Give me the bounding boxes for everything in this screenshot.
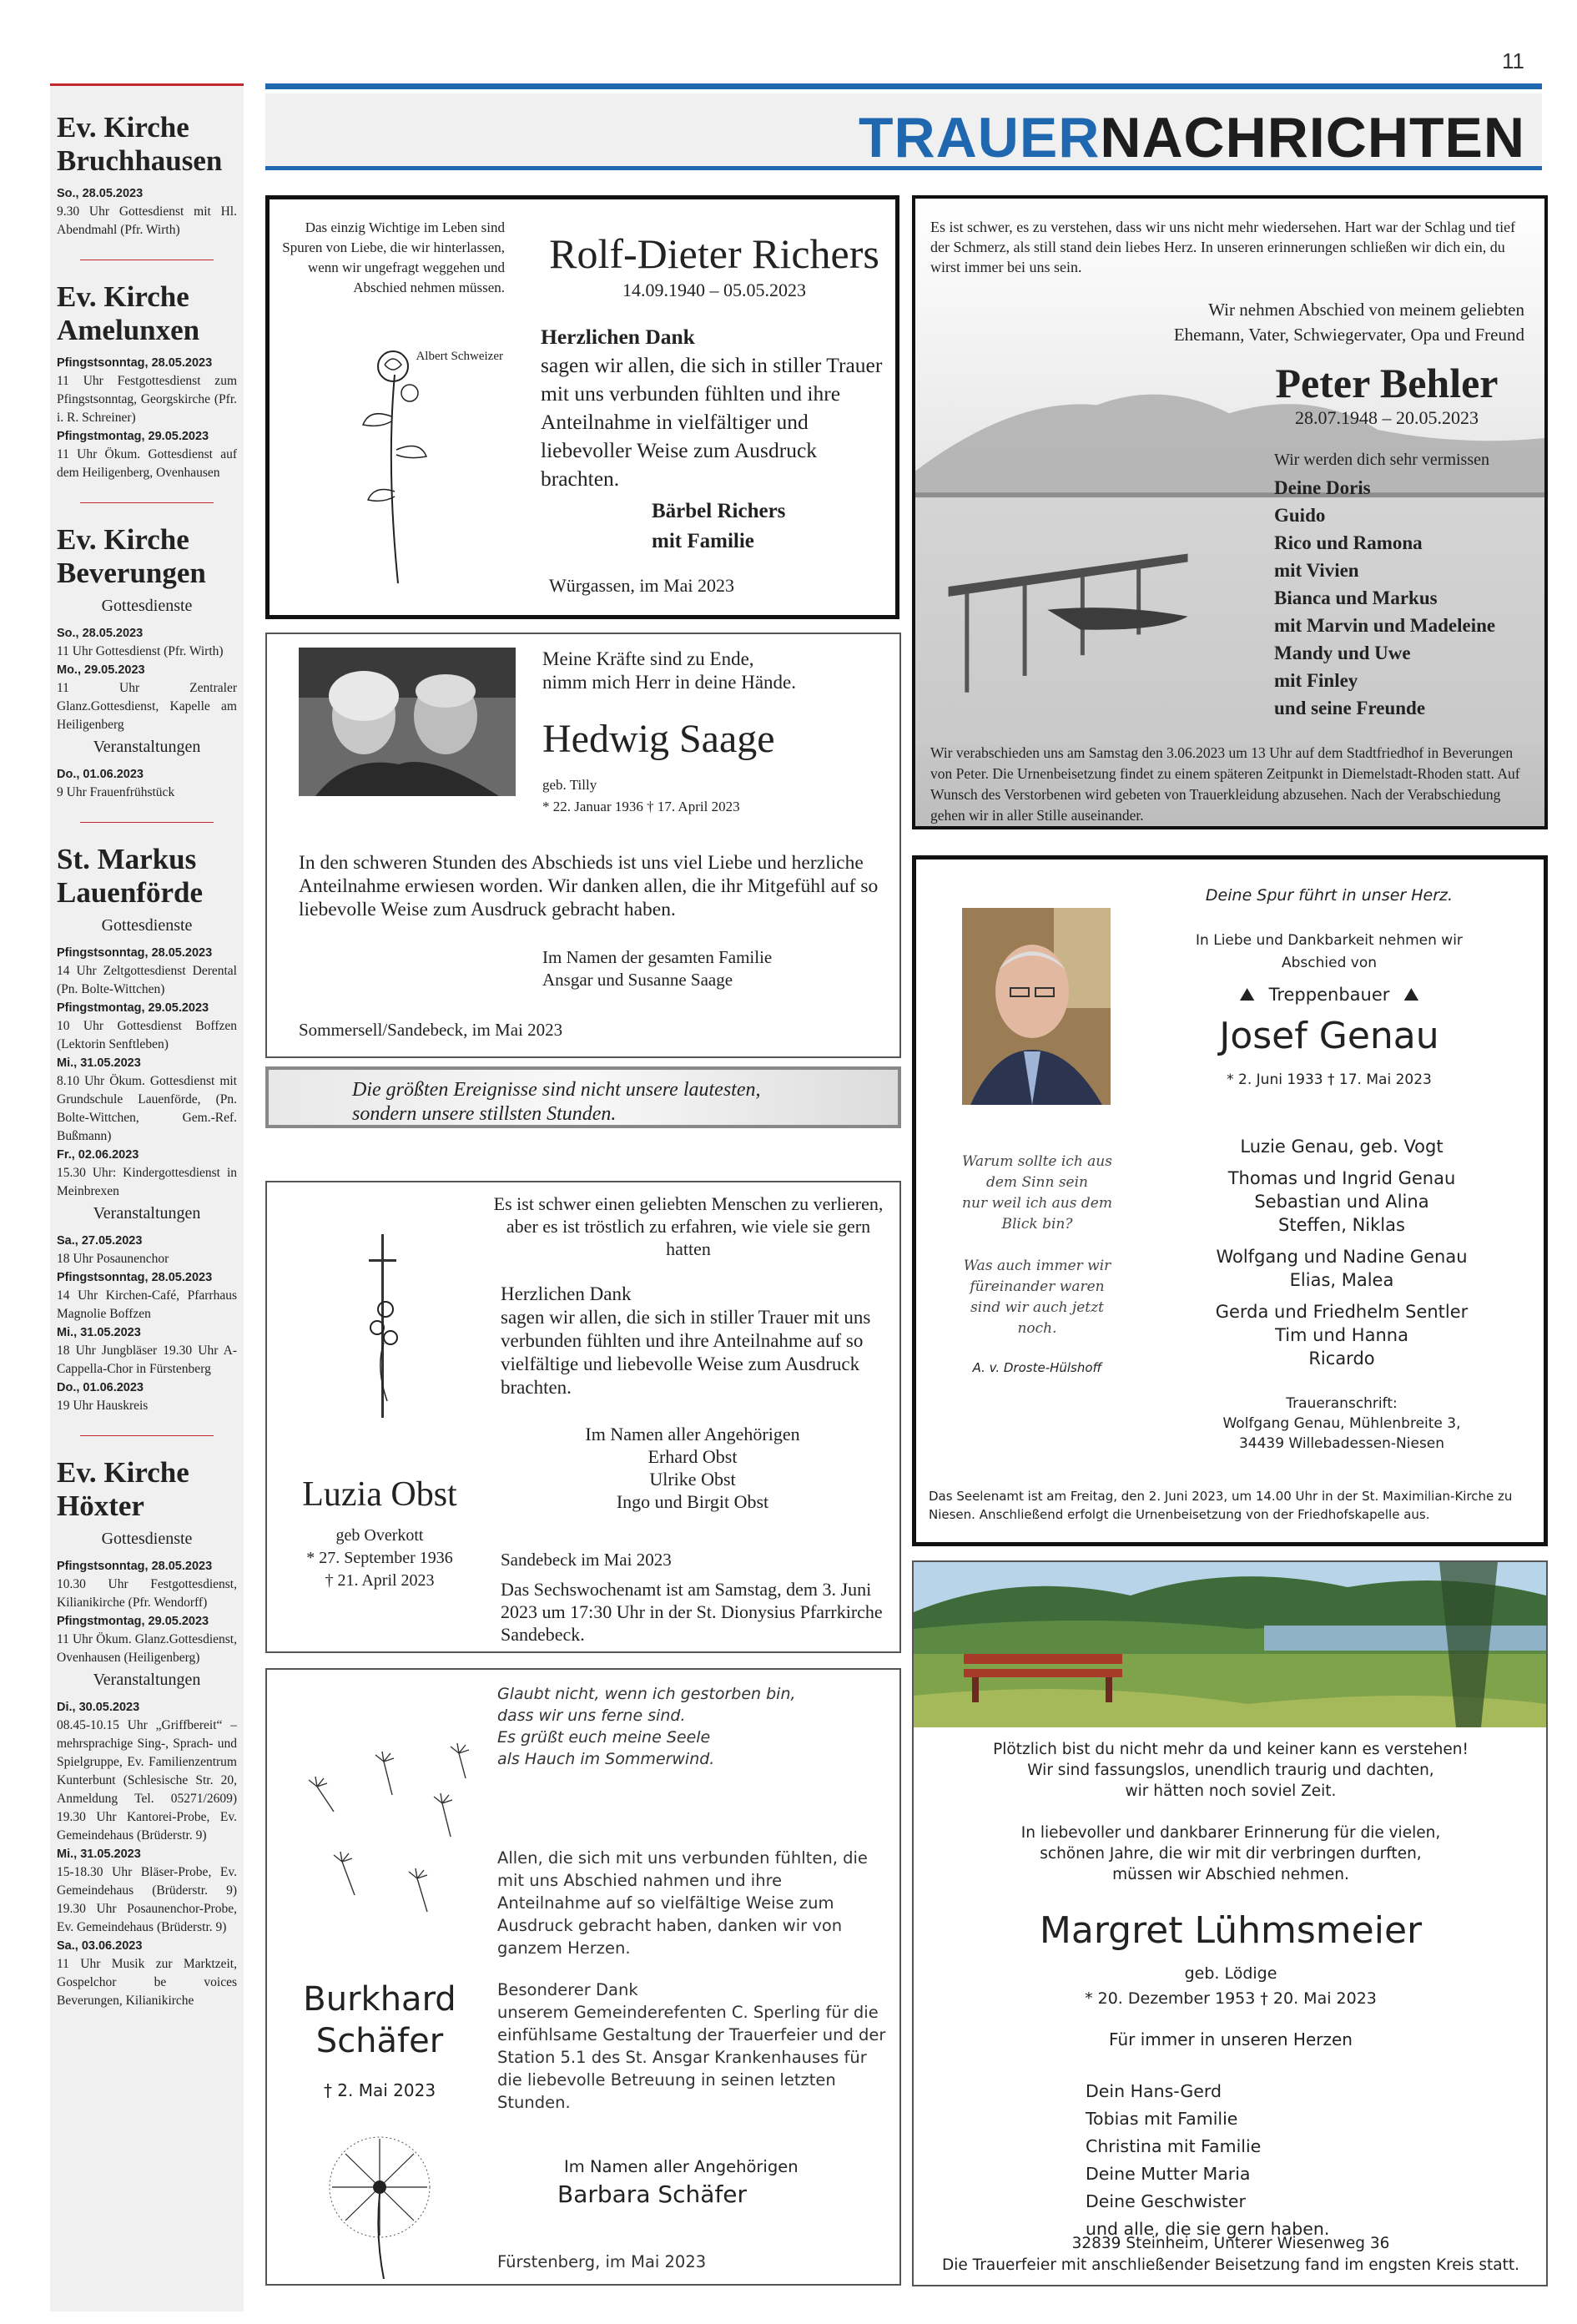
service-entry: Pfingstmontag, 29.05.2023 11 Uhr Ökum. Gottesdienst auf dem Heiligenberg, Ovenhausen [57,430,237,480]
poem-author: A. v. Droste-Hülshoff [972,1360,1102,1375]
quote-text: Das einzig Wichtige im Leben sind Spuren von Liebe, die wir hinterlassen, wenn wir ungefragt weggehen und Abschied nehmen müssen. [282,219,505,295]
mass-info: Das Sechswochenamt ist am Samstag, dem 3. Juni 2023 um 17:30 Uhr in der St. Dionysius Pfarrkirche Sandebeck. [501,1579,883,1645]
section-subtitle: Gottesdienste [101,1530,193,1548]
church-beverungen [57,523,237,802]
verse-text: Es ist schwer, es zu verstehen, dass wir uns nicht mehr wiedersehen. Hart war der Schlag und tief der Schmerz, als still stand dein liebes Herz. In unseren erinnerungen schließen wir dich ein, du wirst immer bei uns sein. [930,219,1516,275]
staircase-logo-icon: ⛰ [1239,985,1255,1006]
service-entry: Sa., 27.05.2023 18 Uhr Posaunenchor [57,1234,169,1266]
page-number: 11 [1502,48,1524,73]
service-entry: Sa., 03.06.2023 11 Uhr Musik zur Marktzeit, Gospelchor be voices Beverungen, Kilianikirche [57,1939,237,2008]
service-entry: Pfingstmontag, 29.05.2023 11 Uhr Ökum. Glanz.Gottesdienst, Ovenhausen (Heiligenberg) [57,1615,237,1665]
special-thanks: Besonderer Dank unserem Gemeinderefenten C. Sperling für die einfühlsame Gestaltung der Trauerfeier und der Station 5.1 des St. Ansgar Krankenhauses für die liebevolle Betreuung in seinen letzten Stunden. [497,1980,886,2112]
life-dates: geb. Tilly * 22. Januar 1936 † 17. April 2023 [542,777,740,814]
verse-text: Meine Kräfte sind zu Ende, nimm mich Herr in deine Hände. [542,648,797,693]
mourner-signature: Im Namen der gesamten Familie Ansgar und Susanne Saage [542,947,773,990]
funeral-info: Wir verabschieden uns am Samstag den 3.06.2023 um 13 Uhr auf dem Stadtfriedhof in Beverungen von Peter. Die Urnenbeisetzung findet zu einem späteren Zeitpunkt in Diemelstadt-Rhoden statt. Auf Wunsch des Verstorbenen wird gebeten von Trauerkleidung abzusehen. Nach der Verabschiedung gehen wir in aller Stille auseinander. [930,744,1520,824]
quote-banner [265,1066,901,1128]
service-entry: Pfingstmontag, 29.05.2023 10 Uhr Gottesdienst Boffzen (Lektorin Senftleben) [57,1001,237,1051]
dandelion-seeds-illustration [284,1737,492,1953]
service-entry: Pfingstsonntag, 28.05.2023 14 Uhr Zeltgottesdienst Derental (Pn. Bolte-Wittchen) [57,946,237,996]
section-subtitle: Veranstaltungen [93,738,201,756]
church-amelunxen [57,280,237,482]
church-title: Ev. Kirche Amelunxen [57,280,200,346]
section-header [265,93,1542,170]
place-date: Sommersell/Sandebeck, im Mai 2023 [299,1020,563,1040]
obituary-behler [912,195,1548,829]
header-rule [265,83,1542,89]
motto-text: Deine Spur führt in unser Herz. [1205,886,1454,905]
mourner-list: Deine Doris Guido Rico und Ramona mit Vivien Bianca und Markus mit Marvin und Madeleine Mandy und Uwe mit Finley und seine Freunde [1274,477,1496,718]
place-date: Fürstenberg, im Mai 2023 [497,2252,707,2271]
service-entry: Mi., 31.05.2023 18 Uhr Jungbläser 19.30 Uhr A-Cappella-Chor in Fürstenberg [57,1326,237,1376]
life-dates: 14.09.1940 – 05.05.2023 [622,280,806,300]
divider [80,822,214,823]
deceased-name: Hedwig Saage [542,717,775,761]
service-entry: Mi., 31.05.2023 15-18.30 Uhr Bläser-Probe, Ev. Gemeindehaus (Brüderstr. 9) 19.30 Uhr Posaunenchor-Probe, Ev. Gemeindehaus (Brüderstr. 9) [57,1848,237,1934]
service-entry: Mi., 31.05.2023 8.10 Uhr Ökum. Gottesdienst mit Grundschule Lauenförde, (Pn. Bolte-Wittchen, Gem.-Ref. Bußmann) [57,1056,237,1143]
funeral-info: 32839 Steinheim, Unterer Wiesenweg 36 Die Trauerfeier mit anschließender Beisetzung fand im engsten Kreis statt. [942,2235,1519,2274]
obituary-luehmsmeier [912,1560,1548,2286]
place-date: Sandebeck im Mai 2023 [501,1550,672,1570]
quote-author: Albert Schweizer [416,350,503,363]
church-title: St. Markus Lauenförde [57,843,203,909]
obituary-schaefer [265,1668,901,2286]
life-dates: 28.07.1948 – 20.05.2023 [1295,407,1479,428]
service-entry: Pfingstsonntag, 28.05.2023 14 Uhr Kirchen-Café, Pfarrhaus Magnolie Boffzen [57,1271,237,1321]
church-title: Ev. Kirche Bruchhausen [57,111,223,177]
place-date: Würgassen, im Mai 2023 [549,575,735,596]
mourning-address: Traueranschrift: Wolfgang Genau, Mühlenbreite 3, 34439 Willebadessen-Niesen [1222,1395,1461,1452]
church-bruchhausen [57,111,237,239]
portrait-photo [962,908,1111,1105]
life-dates: geb Overkott * 27. September 1936 † 21. April 2023 [306,1526,453,1590]
section-subtitle: Veranstaltungen [93,1671,201,1689]
rose-illustration [345,341,445,592]
service-entry: Di., 30.05.2023 08.45-10.15 Uhr „Griffbereit“ – mehrsprachige Sing-, Sprach- und Spielgruppe, Ev. Familienzentrum Kunterbunt (Schlesische Str. 20, Anmeldung Tel. 05271/2609) 19.30 Uhr Kantorei-Probe, Ev. Gemeindehaus (Brüderstr. 9) [57,1701,237,1843]
poem-text: Warum sollte ich aus dem Sinn sein nur weil ich aus dem Blick bin? Was auch immer wir füreinander waren sind wir auch jetzt noch. [962,1153,1112,1337]
life-dates: * 2. Juni 1933 † 17. Mai 2023 [1227,1071,1432,1088]
service-entry: Pfingstsonntag, 28.05.2023 11 Uhr Festgottesdienst zum Pfingstsonntag, Georgskirche (Pfr. i. R. Schreiner) [57,356,237,425]
miss-line: Wir werden dich sehr vermissen [1274,451,1489,469]
life-dates: † 2. Mai 2023 [323,2080,436,2100]
service-entry: So., 28.05.2023 11 Uhr Gottesdienst (Pfr. Wirth) [57,627,224,658]
occupation: ⛰ Treppenbauer ⛰ [1239,985,1419,1006]
dandelion-illustration [317,2129,442,2279]
memorial-line: Für immer in unseren Herzen [1109,2029,1353,2049]
verse-text: Glaubt nicht, wenn ich gestorben bin, dass wir uns ferne sind. Es grüßt euch meine Seele als Hauch im Sommerwind. [497,1685,796,1768]
mourner-list: Luzie Genau, geb. Vogt Thomas und Ingrid Genau Sebastian und Alina Steffen, Niklas Wolfgang und Nadine Genau Elias, Malea Gerda und Friedhelm Sentler Tim und Hanna Ricardo [1215,1137,1469,1369]
couple-photo [299,648,516,796]
deceased-name: Margret Lühmsmeier [1039,1909,1423,1952]
deceased-name: Luzia Obst [302,1475,457,1514]
section-title: TRAUERNACHRICHTEN [859,106,1525,169]
mourner-intro: Im Namen aller Angehörigen [564,2157,799,2176]
bench-landscape-photo [914,1562,1546,1727]
verse-text: Plötzlich bist du nicht mehr da und keiner kann es verstehen! Wir sind fassungslos, unendlich traurig und dachten, wir hätten noch soviel Zeit. In liebevoller und dankbarer Erinnerung für die vielen, schönen Jahre, die wir mit dir verbringen durften, müssen wir Abschied nehmen. [993,1741,1469,1883]
quote-text: Die größten Ereignisse sind nicht unsere lautesten, sondern unsere stillsten Stunden. [352,1079,761,1125]
staircase-logo-icon: ⛰ [1403,985,1419,1006]
service-entry: Fr., 02.06.2023 15.30 Uhr: Kindergottesdienst in Meinbrexen [57,1148,237,1198]
obituary-richers [265,195,899,619]
divider [80,1435,214,1436]
life-dates: geb. Lödige * 20. Dezember 1953 † 20. Mai 2023 [1085,1964,1377,2008]
deceased-name: Burkhard Schäfer [303,1980,456,2060]
obituary-obst [265,1181,901,1653]
deceased-name: Peter Behler [1275,360,1499,406]
service-entry: Mo., 29.05.2023 11 Uhr Zentraler Glanz.Gottesdienst, Kapelle am Heiligenberg [57,663,237,732]
intro-text: Wir nehmen Abschied von meinem geliebten Ehemann, Vater, Schwiegervater, Opa und Freund [1173,300,1524,345]
service-entry: Do., 01.06.2023 9 Uhr Frauenfrühstück [57,768,175,799]
verse-text: Es ist schwer einen geliebten Menschen zu verlieren, aber es ist tröstlich zu erfahren, wie viele sie gern hatten [493,1193,884,1259]
thanks-text: In den schweren Stunden des Abschieds ist uns viel Liebe und herzliche Anteilnahme erwiesen worden. Wir danken allen, die ihr Mitgefühl auf so liebevolle Weise zum Ausdruck gebracht haben. [299,852,879,920]
church-lauenfoerde [57,843,237,1415]
obituary-saage [265,633,901,1058]
church-title: Ev. Kirche Beverungen [57,523,206,589]
thanks-text: Herzlichen Dank sagen wir allen, die sich in stiller Trauer mit uns verbunden fühlten und ihre Anteilnahme in vielfältiger und liebevoller Weise zum Ausdruck brachten. [541,325,883,491]
mourner-signature: Barbara Schäfer [557,2180,748,2208]
intro-text: In Liebe und Dankbarkeit nehmen wir Abschied von [1196,932,1463,971]
section-subtitle: Veranstaltungen [93,1204,201,1222]
mourner-signature: Im Namen aller Angehörigen Erhard Obst Ulrike Obst Ingo und Birgit Obst [585,1424,800,1512]
service-entry: Do., 01.06.2023 19 Uhr Hauskreis [57,1381,149,1413]
mourner-list: Dein Hans-Gerd Tobias mit Familie Christina mit Familie Deine Mutter Maria Deine Geschwister und alle, die sie gern haben. [1086,2081,1330,2239]
deceased-name: Josef Genau [1219,1015,1439,1057]
thanks-text: Allen, die sich mit uns verbunden fühlten, die mit uns Abschied nahmen und ihre Anteilnahme auf so vielfältige Weise zum Ausdruck gebracht haben, danken wir von ganzem Herzen. [497,1848,868,1958]
service-entry: Pfingstsonntag, 28.05.2023 10.30 Uhr Festgottesdienst, Kilianikirche (Pfr. Wendorff) [57,1560,237,1610]
section-subtitle: Gottesdienste [101,916,193,935]
cross-roses-icon [359,1234,409,1426]
church-hoexter [57,1456,237,2010]
funeral-info: Das Seelenamt ist am Freitag, den 2. Juni 2023, um 14.00 Uhr in der St. Maximilian-Kirche zu Niesen. Anschließend erfolgt die Urnenbeisetzung von der Friedhofskapelle aus. [929,1489,1513,1522]
divider [80,502,214,503]
mourner-signature: Bärbel Richers mit Familie [652,500,786,552]
obituary-genau [912,855,1548,1546]
section-subtitle: Gottesdienste [101,597,193,615]
church-title: Ev. Kirche Höxter [57,1456,189,1522]
deceased-name: Rolf-Dieter Richers [549,230,879,277]
thanks-text: Herzlichen Dank sagen wir allen, die sich in stiller Trauer mit uns verbunden fühlten und ihre Anteilnahme auf so vielfältige und liebevolle Weise zum Ausdruck brachten. [501,1283,871,1398]
church-sidebar [50,83,244,2311]
service-entry: So., 28.05.2023 9.30 Uhr Gottesdienst mit Hl. Abendmahl (Pfr. Wirth) [57,187,237,237]
